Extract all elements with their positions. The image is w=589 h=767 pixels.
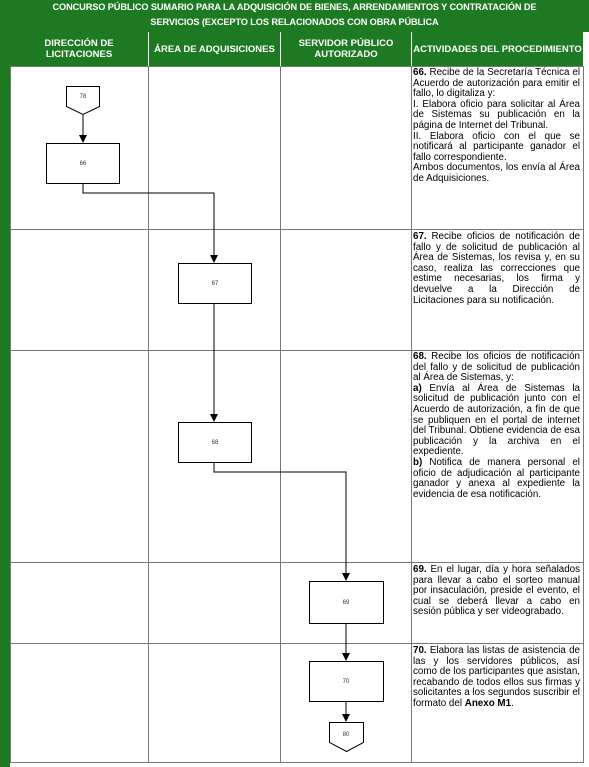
- process-67-label: 67: [211, 281, 219, 287]
- connector-in-78: [67, 87, 100, 115]
- activity-number: 70.: [413, 645, 427, 656]
- process-70-label: 70: [342, 679, 350, 685]
- activity-item-b-label: b): [413, 456, 423, 468]
- activity-text: Recibe oficios de notificación de fallo y de solicitud de publicación al Área de Sistemas, los revisa y, en su caso, realiza las correcciones que estime necesarias, los firma y devuelve a la Dirección de Licitaciones para su notificación.: [413, 231, 580, 306]
- process-68-label: 68: [211, 440, 219, 446]
- activity-66: [413, 68, 580, 185]
- header-label: ACTIVIDADES DEL PROCEDIMIENTO: [413, 43, 582, 55]
- activity-67: [413, 232, 580, 306]
- activity-number: 66.: [413, 67, 427, 78]
- header-label: DIRECCIÓN DE LICITACIONES: [44, 38, 114, 60]
- connector-in-label: 78: [79, 94, 87, 100]
- activity-70: [413, 646, 580, 710]
- activity-text: Recibe de la Secretaría Técnica el Acuerdo de autorización para emitir el fallo, lo digitaliza y:: [413, 67, 580, 100]
- process-69-label: 69: [342, 600, 350, 606]
- header-label: ÁREA DE ADQUISICIONES: [154, 43, 275, 55]
- activity-number: 67.: [413, 231, 427, 242]
- process-box-69: [310, 582, 384, 624]
- activity-item-a: Envía al Área de Sistemas la solicitud de publicación junto con el Acuerdo de autorización, a fin de que se publiquen en el portal de internet del Tribunal. Obtiene evidencia de esa publicación y la archiva en el expediente.: [413, 382, 580, 458]
- title-line-2: SERVICIOS (EXCEPTO LOS RELACIONADOS CON OBRA PÚBLICA: [150, 17, 439, 27]
- process-box-66: [47, 144, 120, 184]
- activity-text: Recibe los oficios de notificación del fallo y de solicitud de publicación al Área de Sistemas, y:: [413, 351, 580, 384]
- activity-number: 69.: [413, 564, 427, 575]
- activity-item-ii: II. Elabora oficio con el que se notificará al participante ganador el fallo correspondiente.: [413, 130, 580, 163]
- activity-end-punct: .: [511, 697, 514, 709]
- activity-text: Elabora las listas de asistencia de las y los servidores públicos, así como de los participantes que asistan, recabando de todos ellos sus firmas y solicitantes a los segundos suscribir el formato del: [413, 645, 580, 709]
- connector-out-label: 80: [342, 732, 350, 738]
- process-66-label: 66: [79, 161, 87, 167]
- title-line-1: CONCURSO PÚBLICO SUMARIO PARA LA ADQUISICIÓN DE BIENES, ARRENDAMIENTOS Y CONTRATACIÓN DE: [52, 2, 537, 12]
- activity-number: 68.: [413, 351, 427, 362]
- activity-item-b: Notifica de manera personal el oficio de adjudicación al participante ganador y anexa al expediente la evidencia de esa notificación.: [413, 456, 580, 500]
- header-label: SERVIDOR PÚBLICO AUTORIZADO: [298, 38, 394, 60]
- activity-closing: Ambos documentos, los envía al Área de Adquisiciones.: [413, 162, 580, 184]
- annex-reference: Anexo M1: [464, 697, 512, 709]
- process-box-68: [179, 423, 252, 463]
- process-box-67: [179, 264, 252, 304]
- activity-69: [413, 565, 580, 618]
- activity-68: [413, 352, 580, 500]
- activity-item-a-label: a): [413, 382, 422, 394]
- process-box-70: [310, 662, 384, 702]
- activity-item-i: I. Elabora oficio para solicitar al Área de Sistemas su publicación en la página de Internet del Tribunal.: [413, 98, 580, 131]
- activity-text: En el lugar, día y hora señalados para llevar a cabo el sorteo manual por insaculación, preside el evento, el cual se deberá llevar a cabo en sesión pública y ser videograbado.: [413, 564, 580, 618]
- connector-out-80: [330, 723, 364, 752]
